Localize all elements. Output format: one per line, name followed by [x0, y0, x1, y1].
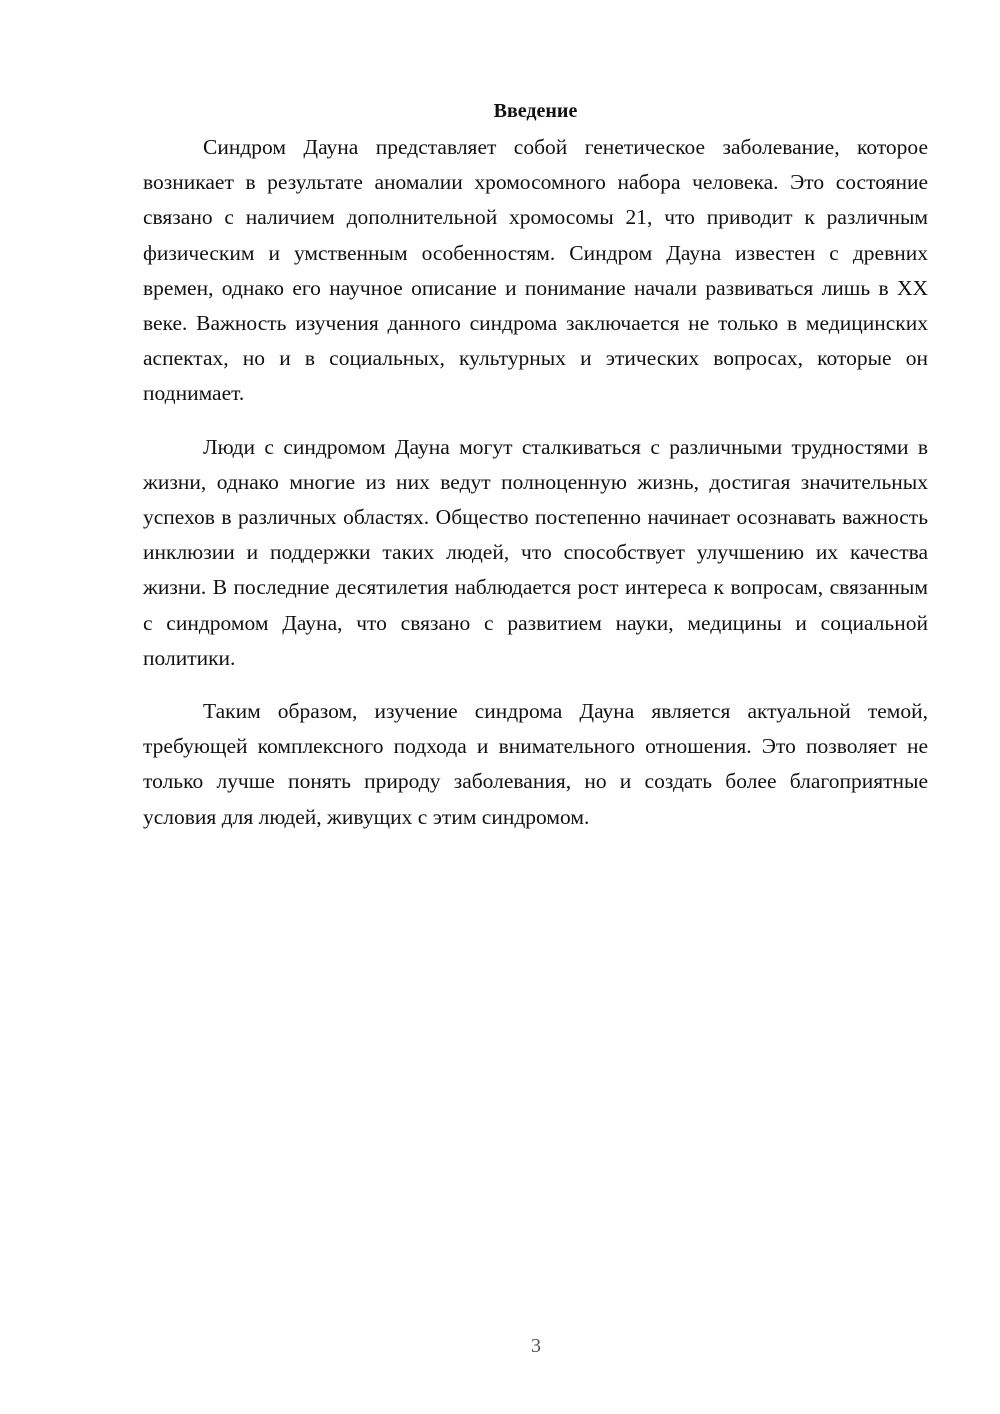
- section-title: Введение: [493, 100, 578, 122]
- paragraph-1: Синдром Дауна представляет собой генетическое заболевание, которое возникает в результате аномалии хромосомного набора человека. Это состояние связано с наличием дополнительной хромосомы 21, что приводит к различным физическим и умственным особенностям. Синдром Дауна известен с древних времен, однако его научное описание и понимание начали развиваться лишь в XX веке. Важность изучения данного синдрома заключается не только в медицинских аспектах, но и в социальных, культурных и этических вопросах, которые он поднимает.: [143, 135, 928, 406]
- paragraph-3: Таким образом, изучение синдрома Дауна является актуальной темой, требующей комплексного подхода и внимательного отношения. Это позволяет не только лучше понять природу заболевания, но и создать более благоприятные условия для людей, живущих с этим синдромом.: [143, 699, 928, 829]
- page-content: [143, 93, 928, 853]
- page-number: 3: [531, 1335, 541, 1357]
- paragraph-2: Люди с синдромом Дауна могут сталкиваться с различными трудностями в жизни, однако многие из них ведут полноценную жизнь, достигая значительных успехов в различных областях. Общество постепенно начинает осознавать важность инклюзии и поддержки таких людей, что способствует улучшению их качества жизни. В последние десятилетия наблюдается рост интереса к вопросам, связанным с синдромом Дауна, что связано с развитием науки, медицины и социальной политики.: [143, 434, 928, 670]
